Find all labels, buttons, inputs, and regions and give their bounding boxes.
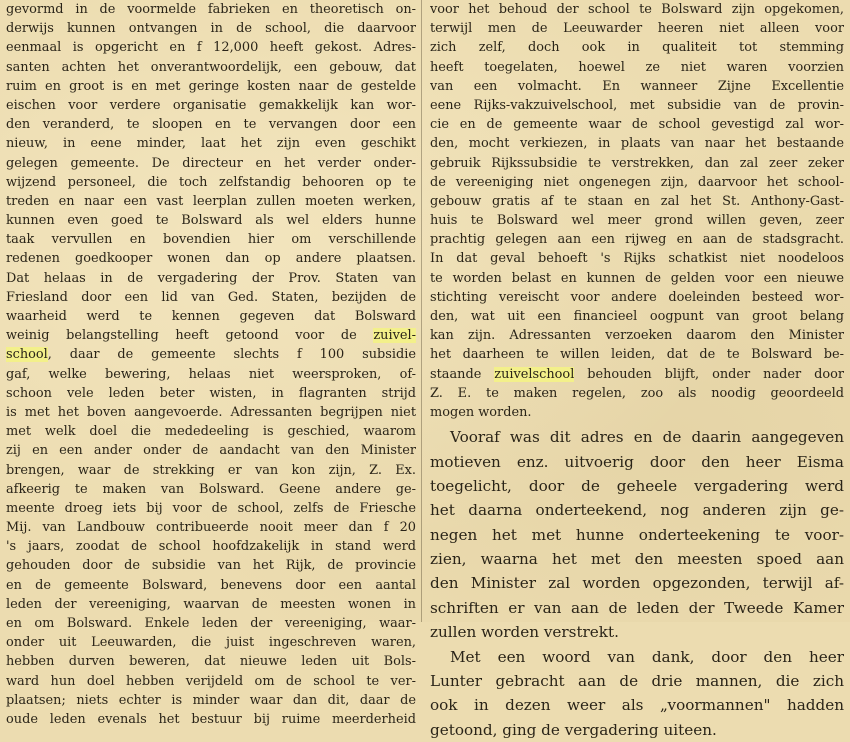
text-fragment: van een volmacht. En wanneer Zijne Excellentie xyxy=(430,78,844,94)
text-line xyxy=(430,693,844,717)
text-fragment: toegelicht, door de geheele vergadering werd xyxy=(430,476,844,495)
text-line xyxy=(6,58,416,77)
text-line xyxy=(430,249,844,268)
text-fragment: stichting vereischt voor andere doeleinden besteed wor- xyxy=(430,289,844,305)
text-line xyxy=(6,307,416,326)
text-line xyxy=(6,614,416,633)
text-line xyxy=(6,173,416,192)
text-line xyxy=(430,345,844,364)
text-fragment: hebben durven beweren, dat nieuwe leden uit Bols- xyxy=(6,654,416,670)
text-fragment: meente droeg iets bij voor de school, zelfs de Friesche xyxy=(6,500,416,516)
text-line xyxy=(6,499,416,518)
text-line xyxy=(6,96,416,115)
right-column-report-text xyxy=(430,425,844,742)
text-fragment: te worden belast en kunnen de gelden voor een nieuwe xyxy=(430,270,844,286)
text-line xyxy=(430,38,844,57)
text-fragment: gebruik Rijkssubsidie te verstrekken, dan zal zeer zeker xyxy=(430,155,844,171)
text-line xyxy=(6,595,416,614)
text-line xyxy=(430,620,844,644)
text-fragment: met welk doel die mededeeling is geschied, waarom xyxy=(6,424,416,440)
text-fragment: zich zelf, doch ook in qualiteit tot stemming xyxy=(430,40,844,56)
text-fragment: Lunter gebracht aan de drie mannen, die zich xyxy=(430,672,844,691)
text-line xyxy=(430,523,844,547)
text-fragment: Mij. van Landbouw contribueerde nooit meer dan f 20 xyxy=(6,520,416,536)
text-fragment: weinig belangstelling heeft getoond voor de xyxy=(6,328,374,344)
text-line xyxy=(430,425,844,449)
text-fragment: motieven enz. uitvoerig door den heer Eisma xyxy=(430,452,844,471)
text-fragment: getoond, ging de vergadering uiteen. xyxy=(430,720,717,739)
text-fragment: schoon vele leden beter wisten, in flagranten strijd xyxy=(6,385,416,401)
column-divider xyxy=(421,0,422,622)
text-line xyxy=(430,645,844,669)
text-fragment: prachtig gelegen aan een rijweg en aan de stadsgracht. xyxy=(430,232,844,248)
text-fragment: eischen voor verdere organisatie gemakkelijk kan wor- xyxy=(6,97,416,113)
highlighted-search-term: school xyxy=(6,347,48,363)
text-line xyxy=(6,0,416,19)
right-column xyxy=(430,0,844,742)
text-line xyxy=(6,652,416,671)
text-line xyxy=(430,77,844,96)
text-line xyxy=(6,556,416,575)
text-fragment: Met een woord van dank, door den heer xyxy=(450,647,844,666)
text-line xyxy=(430,596,844,620)
text-line xyxy=(430,326,844,345)
text-line xyxy=(6,38,416,57)
text-fragment: derwijs kunnen ontvangen in de school, die daarvoor xyxy=(6,21,416,37)
text-line xyxy=(6,384,416,403)
text-line xyxy=(6,115,416,134)
text-fragment: 's jaars, zoodat de school hoofdzakelijk in stand werd xyxy=(6,539,416,555)
text-fragment: santen achten het onverantwoordelijk, een gebouw, dat xyxy=(6,59,416,75)
text-fragment: zien, waarna het met den meesten spoed aan xyxy=(430,550,844,569)
right-column-adres-text xyxy=(430,0,844,422)
text-fragment: den Minister zal worden opgezonden, terwijl af- xyxy=(430,574,844,593)
text-line xyxy=(430,498,844,522)
text-line xyxy=(6,691,416,710)
text-fragment: , daar de gemeente slechts f 100 subsidie xyxy=(47,347,416,363)
text-line xyxy=(430,403,844,422)
text-fragment: ward hun doel hebben verijdeld om de school te ver- xyxy=(6,673,416,689)
text-fragment: kunnen even goed te Bolsward als wel elders hunne xyxy=(6,213,416,229)
text-line xyxy=(430,58,844,77)
text-line xyxy=(6,19,416,38)
text-line xyxy=(430,96,844,115)
text-line xyxy=(6,211,416,230)
text-line xyxy=(6,249,416,268)
text-line xyxy=(6,288,416,307)
text-line xyxy=(6,461,416,480)
text-line xyxy=(430,115,844,134)
text-line xyxy=(6,230,416,249)
text-line xyxy=(430,211,844,230)
text-fragment: Z. E. te maken regelen, zoo als noodig geoordeeld xyxy=(430,385,844,401)
text-line xyxy=(430,571,844,595)
text-fragment: den veranderd, te sloopen en te vervangen door een xyxy=(6,117,416,133)
text-line xyxy=(6,134,416,153)
text-fragment: gaf, welke bewering, helaas niet weersproken, of- xyxy=(6,366,416,382)
text-fragment: treden en naar een vast leerplan zullen moeten werken, xyxy=(6,193,416,209)
text-line xyxy=(430,173,844,192)
text-fragment: is met het boven aangevoerde. Adressanten begrijpen niet xyxy=(6,404,416,420)
text-fragment: schriften er van aan de leden der Tweede Kamer xyxy=(430,598,844,617)
text-fragment: staande xyxy=(430,366,495,382)
text-fragment: kan zijn. Adressanten verzoeken daarom den Minister xyxy=(430,328,844,344)
text-line xyxy=(430,450,844,474)
text-fragment: negen het met hunne onderteekening te voor- xyxy=(430,525,844,544)
highlighted-search-term: zuivelschool xyxy=(494,366,575,382)
text-fragment: Dat helaas in de vergadering der Prov. Staten van xyxy=(6,270,416,286)
text-line xyxy=(430,230,844,249)
text-line xyxy=(6,480,416,499)
highlighted-search-term: zuivel- xyxy=(373,328,416,344)
text-fragment: voor het behoud der school te Bolsward zijn opgekomen, xyxy=(430,2,844,17)
text-fragment: oude leden evenals het bestuur bij ruime meerderheid xyxy=(6,711,416,727)
text-fragment: en om Bolsward. Enkele leden der vereeniging, waar- xyxy=(6,616,416,631)
text-line xyxy=(6,633,416,652)
text-line xyxy=(6,403,416,422)
text-line xyxy=(6,576,416,595)
text-line xyxy=(6,672,416,691)
text-line xyxy=(430,192,844,211)
text-fragment: brengen, waar de strekking er van kon zijn, Z. Ex. xyxy=(6,462,416,478)
text-fragment: zij en een ander onder de aandacht van den Minister xyxy=(6,443,416,459)
text-line xyxy=(430,154,844,173)
text-line xyxy=(6,710,416,729)
text-fragment: terwijl men de Leeuwarder heeren niet alleen voor xyxy=(430,21,844,37)
text-fragment: het daarna onderteekend, nog anderen zijn ge- xyxy=(430,501,844,520)
text-line xyxy=(430,547,844,571)
text-fragment: behouden blijft, onder nader door xyxy=(574,366,844,382)
text-line xyxy=(430,19,844,38)
text-line xyxy=(430,718,844,742)
text-line xyxy=(6,192,416,211)
text-fragment: mogen worden. xyxy=(430,404,532,420)
text-fragment: en de gemeente Bolsward, benevens door een aantal xyxy=(6,577,416,593)
text-fragment: het daarheen te willen leiden, dat de te Bolsward be- xyxy=(430,347,844,363)
text-fragment: gehouden door de subsidie van het Rijk, de provincie xyxy=(6,558,416,574)
left-column xyxy=(6,0,416,729)
text-fragment: heeft toegelaten, hoewel ze niet waren voorzien xyxy=(430,59,844,75)
text-fragment: ruim en groot is en met geringe kosten naar de gestelde xyxy=(6,78,416,94)
text-line xyxy=(430,384,844,403)
text-line xyxy=(6,518,416,537)
text-fragment: zullen worden verstrekt. xyxy=(430,623,619,642)
text-fragment: den, wat uit een financieel oogpunt van groot belang xyxy=(430,309,844,324)
text-fragment: eenmaal is opgericht en f 12,000 heeft gekost. Adres- xyxy=(6,40,416,56)
text-fragment: gebouw gratis af te staan en zal het St. Anthony-Gast- xyxy=(430,193,844,209)
text-line xyxy=(430,134,844,153)
text-fragment: Friesland door een lid van Ged. Staten, bezijden de xyxy=(6,289,416,305)
text-fragment: In dat geval behoeft 's Rijks schatkist niet noodeloos xyxy=(430,251,844,267)
text-line xyxy=(430,269,844,288)
text-fragment: den, mocht verkiezen, in plaats van naar het bestaande xyxy=(430,136,844,152)
text-fragment: waarheid werd te kennen gegeven dat Bolsward xyxy=(6,309,416,324)
text-fragment: huis te Bolsward wel meer grond willen geven, zeer xyxy=(430,213,844,229)
text-fragment: nieuw, in eene minder, laat het zijn even geschikt xyxy=(6,136,416,152)
text-fragment: redenen goedkooper wonen dan op andere plaatsen. xyxy=(6,251,416,267)
text-line xyxy=(430,0,844,19)
text-line xyxy=(6,269,416,288)
text-line xyxy=(430,288,844,307)
text-fragment: gevormd in de voormelde fabrieken en theoretisch on- xyxy=(6,2,416,17)
text-line xyxy=(6,77,416,96)
text-fragment: onder uit Leeuwarden, die juist ingeschreven waren, xyxy=(6,635,416,651)
text-fragment: leden der vereeniging, waarvan de meesten wonen in xyxy=(6,596,416,612)
text-fragment: eene Rijks-vakzuivelschool, met subsidie van de provin- xyxy=(430,97,844,113)
text-line xyxy=(6,365,416,384)
text-fragment: de vereeniging niet ongenegen zijn, daarvoor het school- xyxy=(430,174,844,190)
text-line xyxy=(430,669,844,693)
text-fragment: cie en de gemeente waar de school gevestigd zal wor- xyxy=(430,117,844,133)
text-line xyxy=(6,154,416,173)
text-fragment: Vooraf was dit adres en de daarin aangegeven xyxy=(450,428,844,447)
text-fragment: wijzend personeel, die toch zelfstandig behooren op te xyxy=(6,174,416,190)
text-line xyxy=(6,422,416,441)
text-fragment: taak vervullen en bovendien hier om verschillende xyxy=(6,232,416,248)
text-fragment: ook in dezen weer als „voormannen" hadden xyxy=(430,696,844,715)
text-fragment: plaatsen; niets echter is minder waar dan dit, daar de xyxy=(6,692,416,708)
text-line xyxy=(6,537,416,556)
text-line xyxy=(430,307,844,326)
text-line xyxy=(6,441,416,460)
text-fragment: gelegen gemeente. De directeur en het verder onder- xyxy=(6,155,416,171)
text-line xyxy=(430,365,844,384)
text-line xyxy=(6,326,416,345)
text-line xyxy=(6,345,416,364)
text-line xyxy=(430,474,844,498)
text-fragment: afkeerig te maken van Bolsward. Geene andere ge- xyxy=(6,481,416,497)
